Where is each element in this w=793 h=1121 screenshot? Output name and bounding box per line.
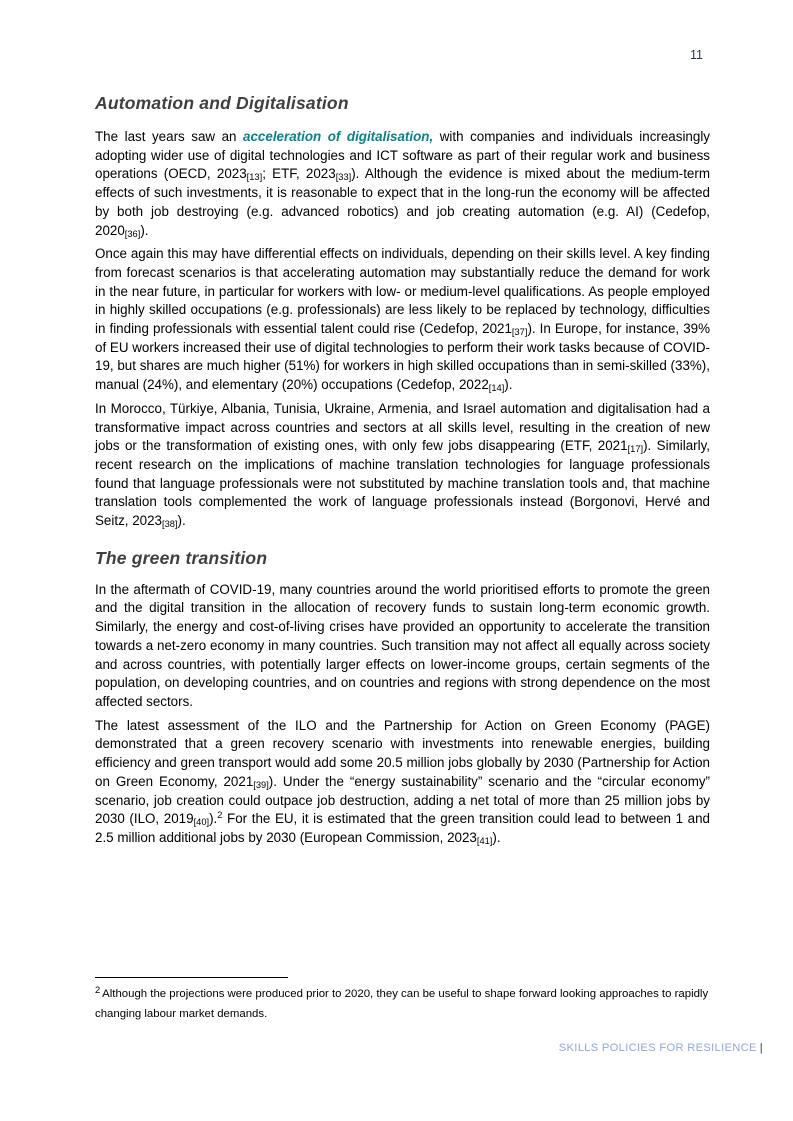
heading-automation-and-digitalisation: Automation and Digitalisation xyxy=(95,93,349,113)
text-run: Once again this may have differential effects on individuals, depending on their skills level. A key finding from forecast scenarios is that accelerating automation may substantially reduce the demand for work in the near future, in particular for workers with low- or medium-level qualifications. As people employed in highly skilled occupations (e.g. professionals) are less likely to be replaced by technology, difficulties in finding professionals with essential talent could rise (Cedefop, 2021 xyxy=(95,246,710,337)
paragraph-country-impacts xyxy=(95,400,710,531)
paragraph-green-transition-intro xyxy=(95,581,710,712)
paragraph-ilo-page-assessment xyxy=(95,717,710,848)
text-run: ). Similarly, recent research on the implications of machine translation technologies for language professionals found that language professionals were not substituted by machine translation tools and, that machine translation tools complemented the work of language professionals instead (Borgonovi, Hervé and Seitz, 2023 xyxy=(95,438,710,529)
page-number: 11 xyxy=(690,48,703,62)
text-run: ). Under the “energy sustainability” scenario and the “circular economy” scenario, job creation could outpace job destruction, adding a net total of more than 25 million jobs by 2030 (ILO, 2019 xyxy=(95,773,710,827)
text-run: ). In Europe, for instance, 39% of EU workers increased their use of digital technologies to perform their work tasks because of COVID-19, but shares are much higher (51%) for workers in high skilled occupations than in semi-skilled (33%), manual (24%), and elementary (20%) occupations (Cedefop, 2022 xyxy=(95,321,711,393)
paragraph-digitalisation-intro xyxy=(95,128,710,240)
citation-ref-39: [39] xyxy=(253,779,269,790)
footnote-marker-2-inline: 2 xyxy=(217,810,223,821)
text-run: ). xyxy=(177,513,186,529)
text-run: The last years saw an xyxy=(95,129,244,144)
footnote-area xyxy=(95,977,710,1024)
citation-ref-37: [37] xyxy=(511,327,528,338)
text-run: For the EU, it is estimated that the green transition could lead to between 1 and 2.5 million additional jobs by 2030 (European Commission, 2023 xyxy=(95,811,710,845)
citation-ref-41: [41] xyxy=(476,835,493,846)
text-run: ). xyxy=(504,377,513,393)
link-acceleration-of-digitalisation[interactable]: acceleration of digitalisation, xyxy=(243,129,434,144)
text-run: In the aftermath of COVID-19, many countries around the world prioritised efforts to promote the green and the digital transition in the allocation of recovery funds to sustain long-term economic growth. Similarly, the energy and cost-of-living crises have provided an opportunity to accelerate the transition towards a net-zero economy in many countries. Such transition may not affect all equally across society and across countries, with potentially larger effects on lower-income groups, certain segments of the population, on developing countries, and on countries and regions with strong dependence on the most affected sectors. xyxy=(95,581,710,709)
footnote-2 xyxy=(95,985,710,1024)
citation-ref-40: [40] xyxy=(193,817,210,828)
text-run: ; ETF, 2023 xyxy=(262,166,336,182)
footnote-divider xyxy=(95,977,288,978)
text-run: ). Although the evidence is mixed about the medium-term effects of such investments, it is reasonable to expect that in the long-run the economy will be affected by both job destroying (e.g. advanced robotics) and job creating automation (e.g. AI) (Cedefop, 2020 xyxy=(95,166,710,238)
text-run: ). xyxy=(209,811,218,827)
footer-separator: | xyxy=(759,1042,763,1054)
paragraph-automation-skills xyxy=(95,245,710,395)
footnote-marker-2: 2 xyxy=(95,985,101,995)
text-run: In Morocco, Türkiye, Albania, Tunisia, Ukraine, Armenia, and Israel automation and digitalisation had a transformative impact across countries and sectors at all skills level, resulting in the creation of new jobs or the transformation of existing ones, with only few jobs disappearing (ETF, 2021 xyxy=(95,400,710,454)
page-content xyxy=(95,93,710,853)
citation-ref-38: [38] xyxy=(162,519,178,530)
page-footer xyxy=(559,1042,763,1054)
text-run: ). xyxy=(140,222,149,238)
heading-the-green-transition: The green transition xyxy=(95,547,268,568)
citation-ref-13: [13] xyxy=(246,172,263,183)
text-run: The latest assessment of the ILO and the Partnership for Action on Green Economy (PAGE) demonstrated that a green recovery scenario with investments into renewable energies, building efficiency and green transport would add some 20.5 million jobs globally by 2030 (Partnership for Action on Green Economy, 2021 xyxy=(95,717,710,789)
citation-ref-14: [14] xyxy=(488,383,505,394)
citation-ref-36: [36] xyxy=(124,228,141,239)
footer-title: SKILLS POLICIES FOR RESILIENCE xyxy=(558,1042,757,1054)
citation-ref-17: [17] xyxy=(627,444,644,455)
text-run: ). xyxy=(492,829,501,845)
citation-ref-33: [33] xyxy=(335,172,352,183)
footnote-text: Although the projections were produced prior to 2020, they can be useful to shape forward looking approaches to rapidly changing labour market demands. xyxy=(95,988,709,1020)
text-run: with companies and individuals increasingly adopting wider use of digital technologies and ICT software as part of their regular work and business operations (OECD, 2023 xyxy=(95,129,710,182)
